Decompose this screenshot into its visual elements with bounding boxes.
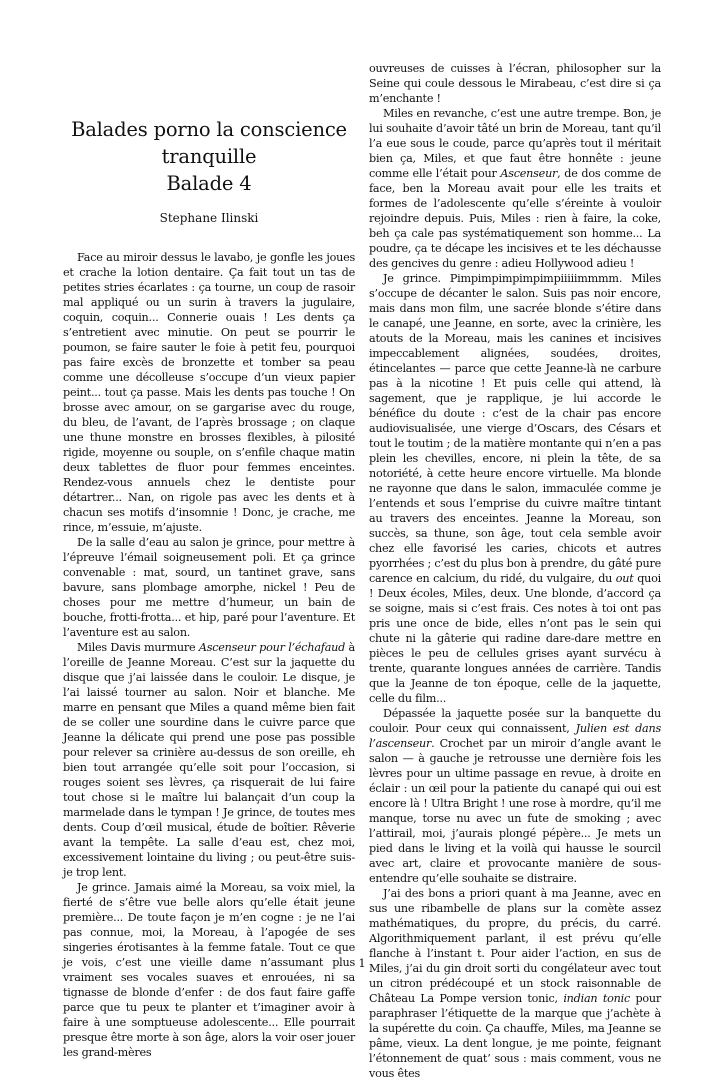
text-span: Je grince. Pimpimpimpimpimpiiiiimmmm. Miles s’occupe de décanter le salon. Suis pas noir encore, mais dans mon film, une sacrée blonde s’étire dans le canapé, une Jeanne, en sorte, avec la crinière, les atouts de la Moreau, mais les canines et incisives impeccablement alignées, soudées, droites, étincelantes — parce que cette Jeanne-là ne carbure pas à la nicotine ! Et puis celle qui attend, là sagement, que je rapplique, je lui accorde le bénéfice du doute : c’est de la chair pas encore audiovisualisée, une vierge d’Oscars, des Césars et tout le toutim ; de la matière montante qui n’en a pas plein les chevilles, encore, ni plein la tête, de sa notoriété, à cette heure encore virtuelle. Ma blonde ne rayonne que dans le salon, immaculée comme je l’entends et sous l’emprise du cuivre maître tintant au travers des enceintes. Jeanne la Moreau, son succès, sa thune, son âge, tout cela semble avoir chez elle favorisé les caries, chicots et autres pyorrhées ; c’est du plus bon à prendre, du gâté pure carence en calcium, du ridé, du vulgaire, du: [369, 272, 661, 585]
paragraph: [369, 706, 661, 886]
text-span: à l’oreille de Jeanne Moreau. C’est sur la jaquette du disque que j’ai laissée dans le couloir. Le disque, je l’ai laissé tourner au salon. Noir et blanche. Me marre en pensant que Miles a quand même bien fait de se coller une sourdine dans le cuivre parce que Jeanne la délicate qui prend une pose pas possible pour relever sa crinière au-dessus de son oreille, eh bien tout arrangée qu’elle soit pour l’occasion, si rouges soient ses lèvres, ça risquerait de lui faire tout chose si le maître lui balançait d’un coup la marmelade dans le tympan ! Je grince, de toutes mes dents. Coup d’œil musical, étude de boîtier. Rêverie avant la tempête. La salle d’eau est, chez moi, excessivement lointaine du living ; ou peut-être suis-je trop lent.: [63, 641, 355, 879]
paragraph-continued: ouvreuses de cuisses à l’écran, philosopher sur la Seine qui coule dessous le Mirabeau, c’est dire si ça m’enchante !: [369, 62, 661, 105]
document-title: [63, 116, 355, 197]
paragraph: [369, 106, 661, 271]
italic-phrase: indian tonic: [563, 992, 630, 1005]
right-column: [369, 61, 661, 1081]
text-span: J’ai des bons a priori quant à ma Jeanne, avec en sus une ribambelle de plans sur la comète assez mathématiques, du propre, du précis, du carré. Algorithmiquement parlant, il est prévu qu’elle flanche à l’instant t. Pour aider l’action, en sus de Miles, j’ai du gin droit sorti du congélateur avec tout un citron prédécoupé et un stock raisonnable de Château La Pompe version tonic,: [369, 887, 661, 1005]
title-line-3: Balade 4: [166, 172, 252, 195]
italic-word: out: [615, 572, 634, 585]
left-column: [63, 250, 355, 1060]
paragraph: Face au miroir dessus le lavabo, je gonfle les joues et crache la lotion dentaire. Ça fait tout un tas de petites stries écarlates : ça tourne, un coup de rasoir mal appliqué ou un surin à travers la jugulaire, coquin, coquin... Connerie ouais ! Les dents ça s’entretient avec minutie. On peut se pourrir le poumon, se faire sauter le foie à petit feu, pourquoi pas faire excès de bronzette et tomber sa peau comme une décolleuse s’occupe d’un vieux papier peint... tout ça passe. Mais les dents pas touche ! On brosse avec amour, on se gargarise avec du rouge, du bleu, de l’avant, de l’après brossage ; on claque une thune monstre en brosses flexibles, à pilosité rigide, moyenne ou souple, on s’enfile chaque matin deux tablettes de fluor pour femmes enceintes. Rendez-vous annuels chez le dentiste pour détartrer... Nan, on rigole pas avec les dents et à chacun ses motifs d’insomnie ! Donc, je crache, me rince, m’essuie, m’ajuste.: [63, 251, 355, 534]
italic-title: Julien est dans l’ascenseur: [369, 722, 662, 750]
text-span: quoi ! Deux écoles, Miles, deux. Une blonde, d’accord ça se soigne, mais si c’est frais. Ces notes à toi ont pas pris une once de bide, elles n’ont pas le sein qui chute ni la gâterie qui radine dare-dare mettre en pièces le peu de cellules grises ayant survécu à trente, quarante longues années de carrière. Tandis que la Jeanne de ton époque, celle de la jaquette, celle du film...: [369, 572, 661, 705]
text-span: Miles en revanche, c’est une autre trempe. Bon, je lui souhaite d’avoir tâté un brin de Moreau, tant qu’il l’a eue sous le coude, parce qu’après tout il méritait bien ça, Miles, et que faut être honnête : jeune comme elle l’était pour: [369, 107, 661, 180]
paragraph: [369, 886, 661, 1081]
text-span: . Crochet par un miroir d’angle avant le salon — à gauche je retrousse une dernière fois les lèvres pour un ultime passage en revue, à droite en éclair : un œil pour la patiente du canapé qui oui est encore là ! Ultra Bright ! une rose à mordre, qu’il me manque, torse nu avec un fute de smoking ; avec l’attirail, moi, j’aurais plongé pépère... Je mets un pied dans le living et la voilà qui hausse le sourcil avec art, claire et provocante manière de sous-entendre qu’elle souhaite se distraire.: [369, 737, 661, 885]
title-block: [63, 116, 355, 226]
paragraph: De la salle d’eau au salon je grince, pour mettre à l’épreuve l’émail soigneusement poli. Et ça grince convenable : mat, sourd, un tantinet grave, sans bavure, sans plombage amorphe, nickel ! Peu de choses pour me mettre d’humeur, un bain de bouche, frotti-frotta... et hip, paré pour l’aventure. Et l’aventure est au salon.: [63, 536, 355, 639]
text-span: pour paraphraser l’étiquette de la marque que j’achète à la supérette du coin. Ça chauffe, Miles, ma Jeanne se pâme, vieux. La dent longue, je me pointe, feignant l’étonnement de quat’ sous : mais comment, vous ne vous êtes: [369, 992, 662, 1080]
text-span: , de dos comme de face, ben la Moreau avait pour elle les traits et formes de l’adolescente qu’elle s’éreinte à vouloir rejoindre depuis. Puis, Miles : rien à faire, la coke, beh ça cale pas systématiquement son homme... La poudre, ça te décape les incisives et te les déchausse des gencives du genre : adieu Hollywood adieu !: [369, 167, 662, 270]
paragraph: [369, 271, 661, 706]
page-number: 1: [358, 956, 366, 970]
title-line-2: tranquille: [161, 145, 257, 168]
title-line-1: Balades porno la conscience: [71, 118, 347, 141]
paragraph: Je grince. Jamais aimé la Moreau, sa voix miel, la fierté de s’être vue belle alors qu’elle était jeune première... De toute façon je m’en cogne : je ne l’ai pas connue, moi, la Moreau, à l’apogée de ses singeries érotisantes à la femme fatale. Tout ce que je vois, c’est une vieille dame n’assumant plus vraiment ses vocales suaves et enrouées, ni sa tignasse de blonde d’enfer : de dos faut faire gaffe parce que tu peux te planter et t’imaginer avoir à faire à une somptueuse adolescente... Elle pourrait presque être morte à son âge, alors la voir oser jouer les grand-mères: [63, 881, 355, 1059]
author-name: Stephane Ilinski: [159, 211, 259, 225]
italic-title: Ascenseur: [500, 167, 558, 180]
italic-title: Ascenseur pour l’échafaud: [198, 641, 346, 654]
text-span: Miles Davis murmure: [77, 641, 199, 654]
text-span: Dépassée la jaquette posée sur la banquette du couloir. Pour ceux qui connaissent,: [369, 707, 661, 735]
paragraph: [63, 640, 355, 880]
